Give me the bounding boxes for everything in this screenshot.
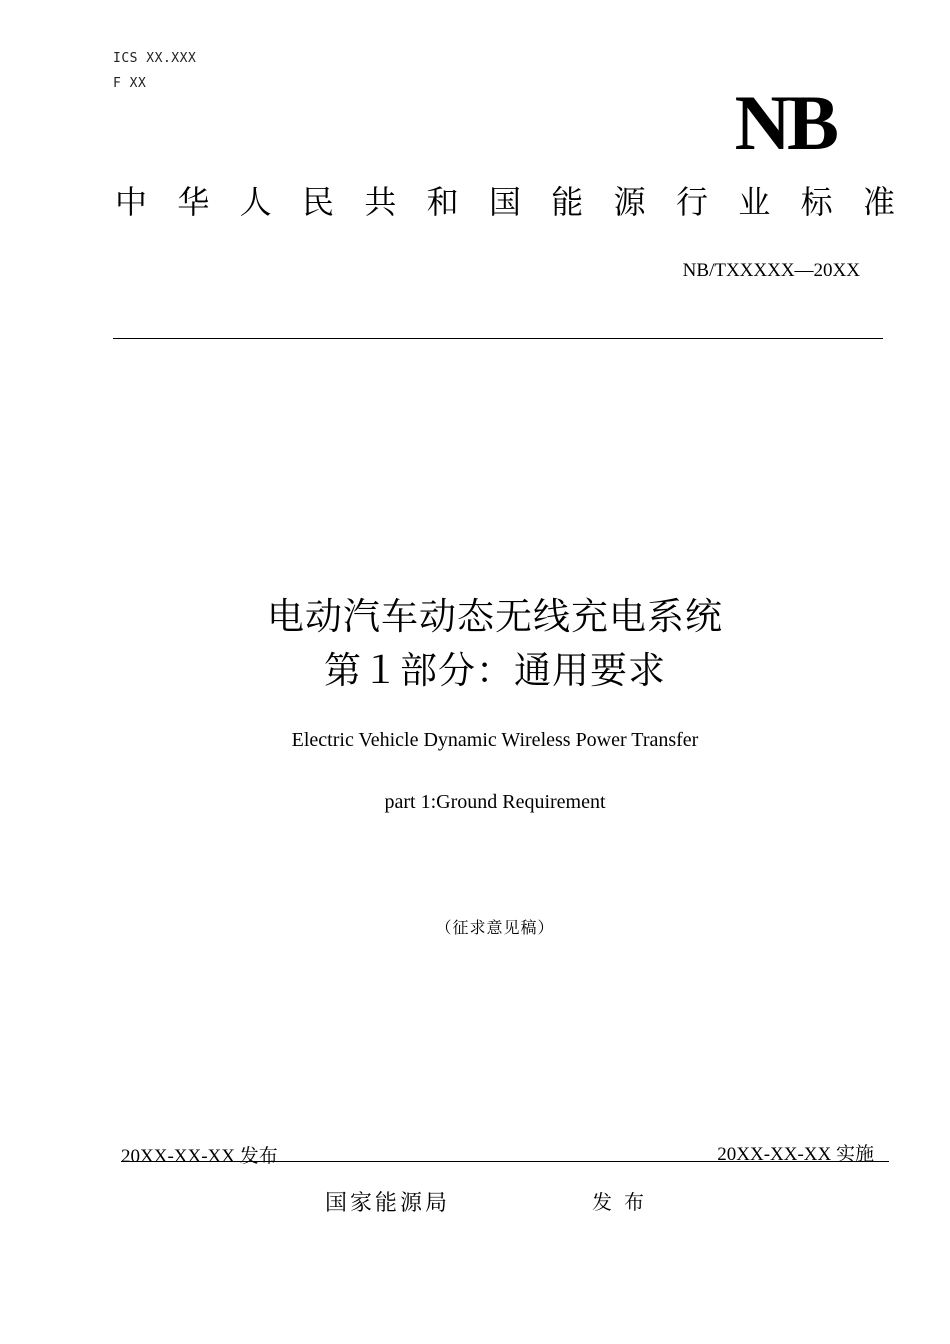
document-title-en-line1: Electric Vehicle Dynamic Wireless Power Transfer xyxy=(291,729,699,751)
document-title-en-line2: part 1:Ground Requirement xyxy=(384,791,606,813)
classification-code: F XX xyxy=(113,76,147,91)
standard-category-title xyxy=(115,183,895,221)
draft-status-note: （征求意见稿） xyxy=(435,920,555,937)
title-char: 和 xyxy=(426,183,459,221)
title-char: 国 xyxy=(488,183,521,221)
title-char: 中 xyxy=(115,183,148,221)
title-char: 能 xyxy=(551,183,584,221)
publish-label: 发布 xyxy=(592,1190,656,1214)
title-char: 准 xyxy=(862,183,895,221)
title-char: 人 xyxy=(239,183,272,221)
title-char: 共 xyxy=(364,183,397,221)
ics-code: ICS XX.XXX xyxy=(113,51,197,66)
title-char: 行 xyxy=(675,183,708,221)
document-title-cn-line2: 第１部分：通用要求 xyxy=(324,649,666,692)
title-char: 华 xyxy=(177,183,210,221)
publisher-name: 国家能源局 xyxy=(325,1191,451,1216)
title-char: 业 xyxy=(738,183,771,221)
footer-divider xyxy=(121,1161,889,1162)
title-char: 民 xyxy=(301,183,334,221)
title-char: 源 xyxy=(613,183,646,221)
standard-code: NB/TXXXXX—20XX xyxy=(682,260,860,281)
issue-date: 20XX-XX-XX 发布 xyxy=(121,1146,278,1167)
implementation-date: 20XX-XX-XX 实施 xyxy=(717,1144,874,1165)
nb-logo: NB xyxy=(734,79,835,166)
header-divider xyxy=(113,338,883,339)
title-char: 标 xyxy=(800,183,833,221)
document-title-cn-line1: 电动汽车动态无线充电系统 xyxy=(267,595,723,638)
